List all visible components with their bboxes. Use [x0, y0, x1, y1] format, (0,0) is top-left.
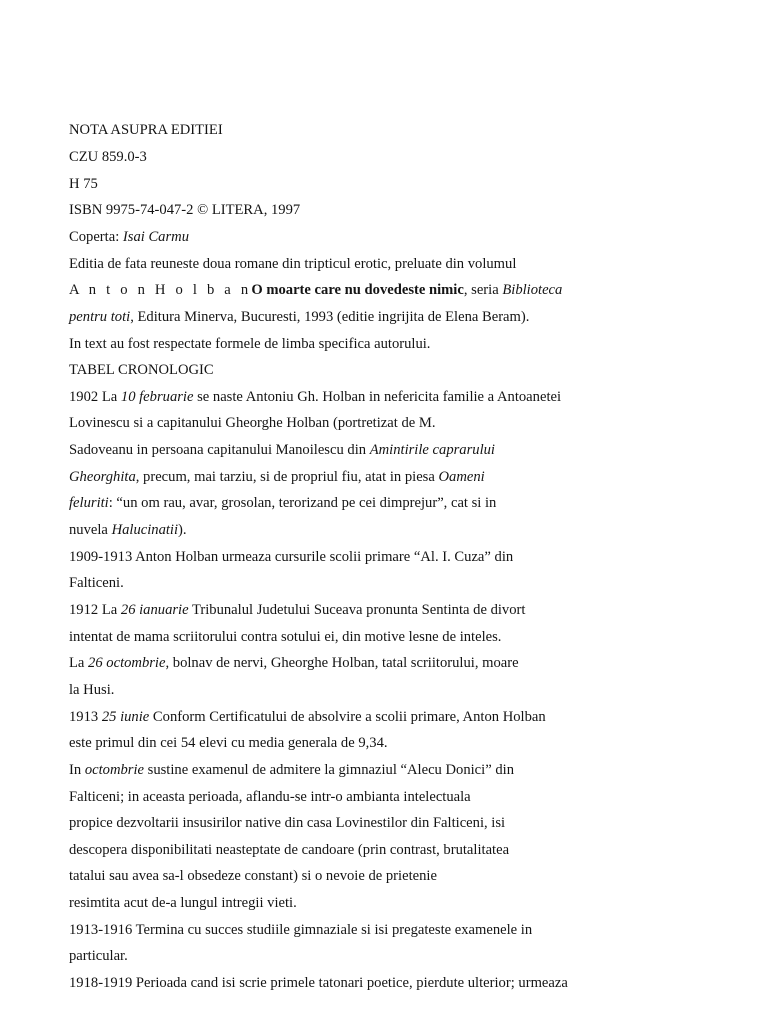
czu-code: CZU 859.0-3: [69, 149, 147, 165]
series-name: Biblioteca: [502, 282, 563, 298]
edition-note-heading: NOTA ASUPRA EDITIEI: [69, 122, 223, 138]
book-reference: Gheorghita: [69, 469, 136, 485]
entry-text: Tribunalul Judetului Suceava pronunta Sentinta de divort: [188, 602, 526, 618]
entry-year: 1902 La: [69, 389, 121, 405]
isbn-line: ISBN 9975-74-047-2 © LITERA, 1997: [69, 202, 301, 218]
entry-1902-line-5: [69, 494, 496, 512]
entry-text: ).: [178, 522, 187, 538]
language-note: In text au fost respectate formele de limba specifica autorului.: [69, 336, 431, 352]
entry-1913-1916-line-2: particular.: [69, 948, 128, 964]
entry-date: octombrie: [84, 762, 144, 778]
entry-text: Sadoveanu in persoana capitanului Manoilescu din: [69, 442, 370, 458]
play-reference: feluriti: [69, 495, 109, 511]
entry-text: , precum, mai tarziu, si de propriul fiu, atat in piesa: [135, 469, 439, 485]
entry-text: : “un om rau, avar, grosolan, terorizand pe cei dimprejur”, cat si in: [108, 495, 497, 511]
entry-1902-line-4: [69, 468, 485, 486]
entry-1912-line-4: la Husi.: [69, 682, 115, 698]
entry-1913-line-3: [69, 761, 514, 779]
entry-text: In: [69, 762, 85, 778]
book-reference: Amintirile caprarului: [369, 442, 495, 458]
intro-line: Editia de fata reuneste doua romane din tripticul erotic, preluate din volumul: [69, 256, 517, 272]
chronology-heading: TABEL CRONOLOGIC: [69, 362, 214, 378]
entry-1913-line-6: descopera disponibilitati neasteptate de candoare (prin contrast, brutalitatea: [69, 842, 510, 858]
entry-1913-line-2: este primul din cei 54 elevi cu media generala de 9,34.: [69, 735, 388, 751]
source-volume-line: [69, 281, 562, 299]
entry-text: sustine examenul de admitere la gimnaziul “Alecu Donici” din: [144, 762, 514, 778]
entry-year: 1913: [69, 709, 102, 725]
entry-date: 10 februarie: [120, 389, 194, 405]
entry-1912-line-3: [69, 654, 519, 672]
entry-1902-line-3: [69, 441, 495, 459]
entry-1902-line-1: [69, 388, 561, 406]
cover-artist: Isai Carmu: [122, 229, 189, 245]
entry-1912-line-1: [69, 601, 525, 619]
entry-text: , bolnav de nervi, Gheorghe Holban, tatal scriitorului, moare: [165, 655, 519, 671]
h-code: H 75: [69, 176, 98, 192]
entry-1913-line-7: tatalui sau avea sa-l obsedeze constant) si o nevoie de prietenie: [69, 868, 437, 884]
cover-line: [69, 228, 189, 246]
entry-1913-line-4: Falticeni; in aceasta perioada, aflandu-se intr-o ambianta intelectuala: [69, 789, 471, 805]
publisher-line: [69, 308, 529, 326]
entry-1913-line-5: propice dezvoltarii insusirilor native din casa Lovinestilor din Falticeni, isi: [69, 815, 506, 831]
entry-1902-line-2: Lovinescu si a capitanului Gheorghe Holban (portretizat de M.: [69, 415, 436, 431]
novella-reference: Halucinatii: [111, 522, 179, 538]
entry-1913-1916-line-1: 1913-1916 Termina cu succes studiile gimnaziale si isi pregateste examenele in: [69, 922, 533, 938]
entry-1909-line-1: 1909-1913 Anton Holban urmeaza cursurile scolii primare “Al. I. Cuza” din: [69, 549, 514, 565]
publisher-text: , Editura Minerva, Bucuresti, 1993 (editie ingrijita de Elena Beram).: [130, 309, 530, 325]
entry-date: 26 octombrie: [88, 655, 166, 671]
entry-1909-line-2: Falticeni.: [69, 575, 124, 591]
entry-date: 25 iunie: [101, 709, 150, 725]
entry-1913-line-1: [69, 708, 546, 726]
series-name-continued: pentru toti: [69, 309, 131, 325]
entry-1913-line-8: resimtita acut de-a lungul intregii vieti.: [69, 895, 297, 911]
entry-date: 26 ianuarie: [120, 602, 189, 618]
series-label: , seria: [463, 282, 503, 298]
entry-text: La: [69, 655, 89, 671]
entry-1902-line-6: [69, 521, 187, 539]
entry-year: 1912 La: [69, 602, 121, 618]
cover-label: Coperta:: [69, 229, 123, 245]
entry-text: se naste Antoniu Gh. Holban in nefericita familie a Antoanetei: [193, 389, 562, 405]
book-title: O moarte care nu dovedeste nimic: [251, 282, 464, 298]
entry-1918-line-1: 1918-1919 Perioada cand isi scrie primele tatonari poetice, pierdute ulterior; urmeaza: [69, 975, 568, 991]
entry-text: nuvela: [69, 522, 112, 538]
entry-text: Conform Certificatului de absolvire a scolii primare, Anton Holban: [149, 709, 546, 725]
entry-1912-line-2: intentat de mama scriitorului contra sotului ei, din motive lesne de inteles.: [69, 629, 502, 645]
play-reference: Oameni: [438, 469, 485, 485]
author-name: A n t o n H o l b a n: [69, 282, 252, 298]
